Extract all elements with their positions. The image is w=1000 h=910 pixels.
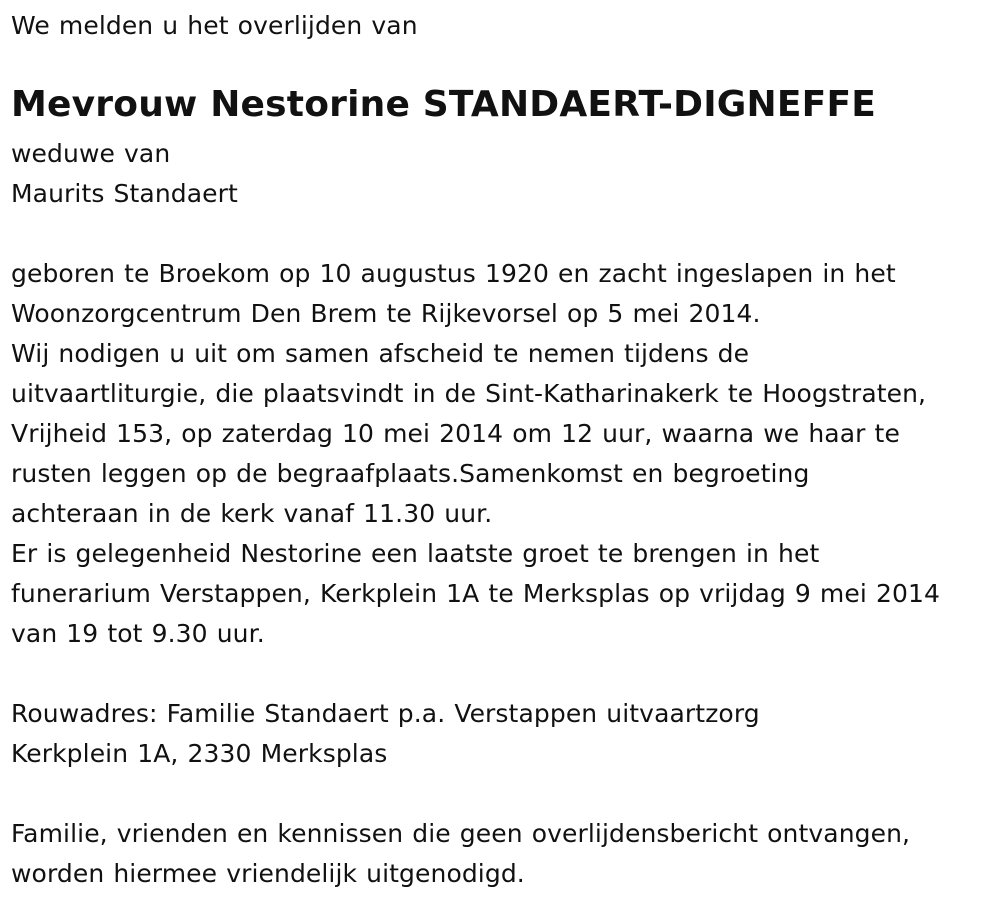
- body-line: van 19 tot 9.30 uur.: [11, 619, 265, 648]
- address-line: Rouwadres: Familie Standaert p.a. Verstappen uitvaartzorg: [11, 699, 760, 728]
- spouse-line: weduwe van: [11, 139, 171, 168]
- body-line: funerarium Verstappen, Kerkplein 1A te Merksplas op vrijdag 9 mei 2014: [11, 579, 940, 608]
- address-block: [11, 694, 760, 774]
- body-line: Er is gelegenheid Nestorine een laatste groet te brengen in het: [11, 539, 820, 568]
- address-line: Kerkplein 1A, 2330 Merksplas: [11, 739, 388, 768]
- deceased-name: Mevrouw Nestorine STANDAERT-DIGNEFFE: [11, 84, 877, 125]
- body-block: [11, 254, 940, 654]
- body-line: Vrijheid 153, op zaterdag 10 mei 2014 om 12 uur, waarna we haar te: [11, 419, 900, 448]
- closing-line: Familie, vrienden en kennissen die geen overlijdensbericht ontvangen,: [11, 819, 911, 848]
- body-line: rusten leggen op de begraafplaats.Samenkomst en begroeting: [11, 459, 810, 488]
- spouse-block: [11, 134, 238, 214]
- closing-line: worden hiermee vriendelijk uitgenodigd.: [11, 859, 525, 888]
- closing-block: [11, 814, 910, 894]
- body-line: Wij nodigen u uit om samen afscheid te nemen tijdens de: [11, 339, 750, 368]
- body-line: geboren te Broekom op 10 augustus 1920 en zacht ingeslapen in het: [11, 259, 896, 288]
- body-line: achteraan in de kerk vanaf 11.30 uur.: [11, 499, 493, 528]
- body-line: Woonzorgcentrum Den Brem te Rijkevorsel op 5 mei 2014.: [11, 299, 761, 328]
- spouse-line: Maurits Standaert: [11, 179, 238, 208]
- intro-text: We melden u het overlijden van: [11, 11, 418, 40]
- body-line: uitvaartliturgie, die plaatsvindt in de Sint-Katharinakerk te Hoogstraten,: [11, 379, 927, 408]
